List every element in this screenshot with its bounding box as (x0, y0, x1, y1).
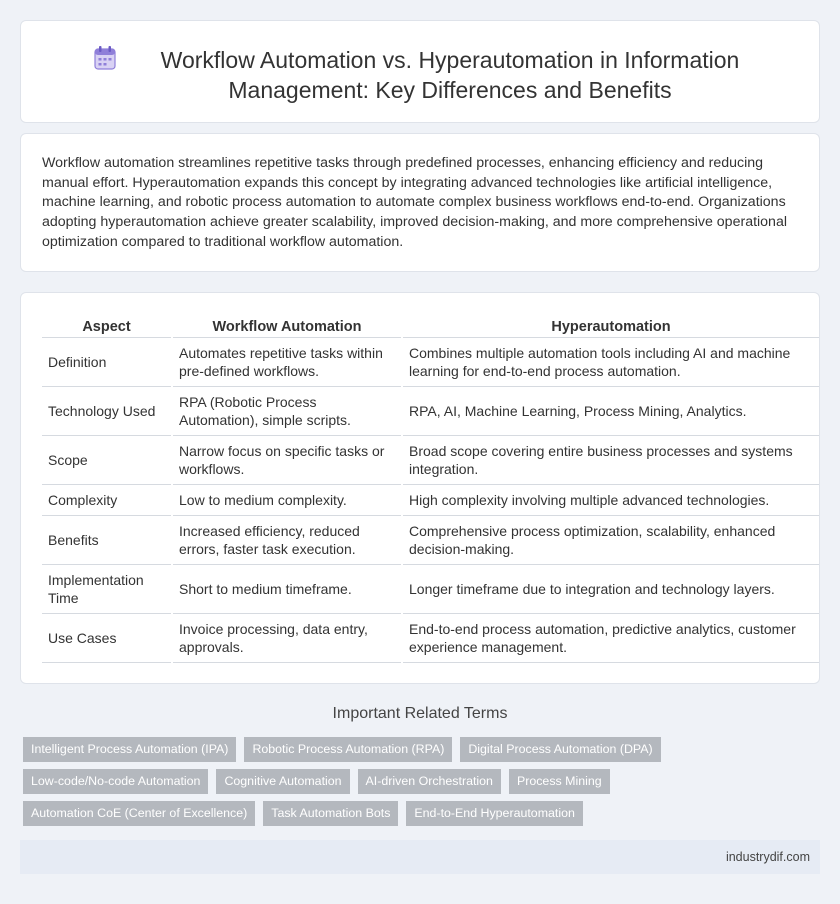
table-row (42, 613, 819, 662)
tag-rpa[interactable]: Robotic Process Automation (RPA) (244, 737, 452, 762)
row-workflow-value: Automates repetitive tasks within pre-defined workflows. (172, 337, 402, 386)
tag-automation-coe[interactable]: Automation CoE (Center of Excellence) (23, 801, 255, 826)
table-row (42, 515, 819, 564)
related-terms-title: Important Related Terms (332, 705, 508, 722)
table-row (42, 386, 819, 435)
row-workflow-value: Increased efficiency, reduced errors, faster task execution. (172, 515, 402, 564)
row-aspect: Benefits (42, 515, 172, 564)
table-row (42, 337, 819, 386)
intro-paragraph: Workflow automation streamlines repetitive tasks through predefined processes, enhancing efficiency and reducing manual effort. Hyperautomation expands this concept by integrating advanced technologies like artificial intelligence, machine learning, and robotic process automation to automate complex business workflows end-to-end. Organizations adopting hyperautomation achieve greater scalability, improved decision-making, and more comprehensive operational optimization compared to traditional workflow automation. (42, 155, 787, 250)
tag-dpa[interactable]: Digital Process Automation (DPA) (460, 737, 660, 762)
tag-row (23, 801, 823, 826)
header-hyperautomation: Hyperautomation (402, 316, 819, 337)
tag-row (23, 769, 823, 794)
comparison-table-card (20, 292, 820, 684)
table-header-row (42, 316, 819, 337)
tag-process-mining[interactable]: Process Mining (509, 769, 610, 794)
row-workflow-value: Invoice processing, data entry, approvals. (172, 613, 402, 662)
table-row (42, 484, 819, 515)
row-hyper-value: End-to-end process automation, predictive analytics, customer experience management. (402, 613, 819, 662)
tag-ipa[interactable]: Intelligent Process Automation (IPA) (23, 737, 236, 762)
row-aspect: Use Cases (42, 613, 172, 662)
table-row (42, 564, 819, 613)
intro-card (20, 133, 820, 272)
tag-row (23, 737, 823, 762)
related-terms-tags (23, 737, 823, 833)
row-hyper-value: High complexity involving multiple advanced technologies. (402, 484, 819, 515)
row-workflow-value: Low to medium complexity. (172, 484, 402, 515)
row-aspect: Definition (42, 337, 172, 386)
tag-end-to-end-hyperautomation[interactable]: End-to-End Hyperautomation (406, 801, 582, 826)
tag-ai-orchestration[interactable]: AI-driven Orchestration (358, 769, 501, 794)
tag-low-code[interactable]: Low-code/No-code Automation (23, 769, 208, 794)
tag-task-automation-bots[interactable]: Task Automation Bots (263, 801, 398, 826)
row-workflow-value: RPA (Robotic Process Automation), simple scripts. (172, 386, 402, 435)
header-workflow-automation: Workflow Automation (172, 316, 402, 337)
footer-site-link[interactable]: industrydif.com (725, 850, 810, 864)
header-aspect: Aspect (42, 316, 172, 337)
row-hyper-value: RPA, AI, Machine Learning, Process Mining, Analytics. (402, 386, 819, 435)
row-hyper-value: Longer timeframe due to integration and technology layers. (402, 564, 819, 613)
tag-cognitive-automation[interactable]: Cognitive Automation (216, 769, 349, 794)
row-hyper-value: Comprehensive process optimization, scalability, enhanced decision-making. (402, 515, 819, 564)
page-title: Workflow Automation vs. Hyperautomation in Information Management: Key Differences and Benefits (160, 47, 740, 103)
row-aspect: Scope (42, 435, 172, 484)
row-workflow-value: Narrow focus on specific tasks or workflows. (172, 435, 402, 484)
title-card (20, 20, 820, 123)
row-aspect: Technology Used (42, 386, 172, 435)
row-aspect: Complexity (42, 484, 172, 515)
comparison-table (42, 316, 819, 663)
row-workflow-value: Short to medium timeframe. (172, 564, 402, 613)
row-aspect: Implementation Time (42, 564, 172, 613)
row-hyper-value: Broad scope covering entire business processes and systems integration. (402, 435, 819, 484)
footer (20, 840, 820, 874)
table-row (42, 435, 819, 484)
row-hyper-value: Combines multiple automation tools including AI and machine learning for end-to-end process automation. (402, 337, 819, 386)
